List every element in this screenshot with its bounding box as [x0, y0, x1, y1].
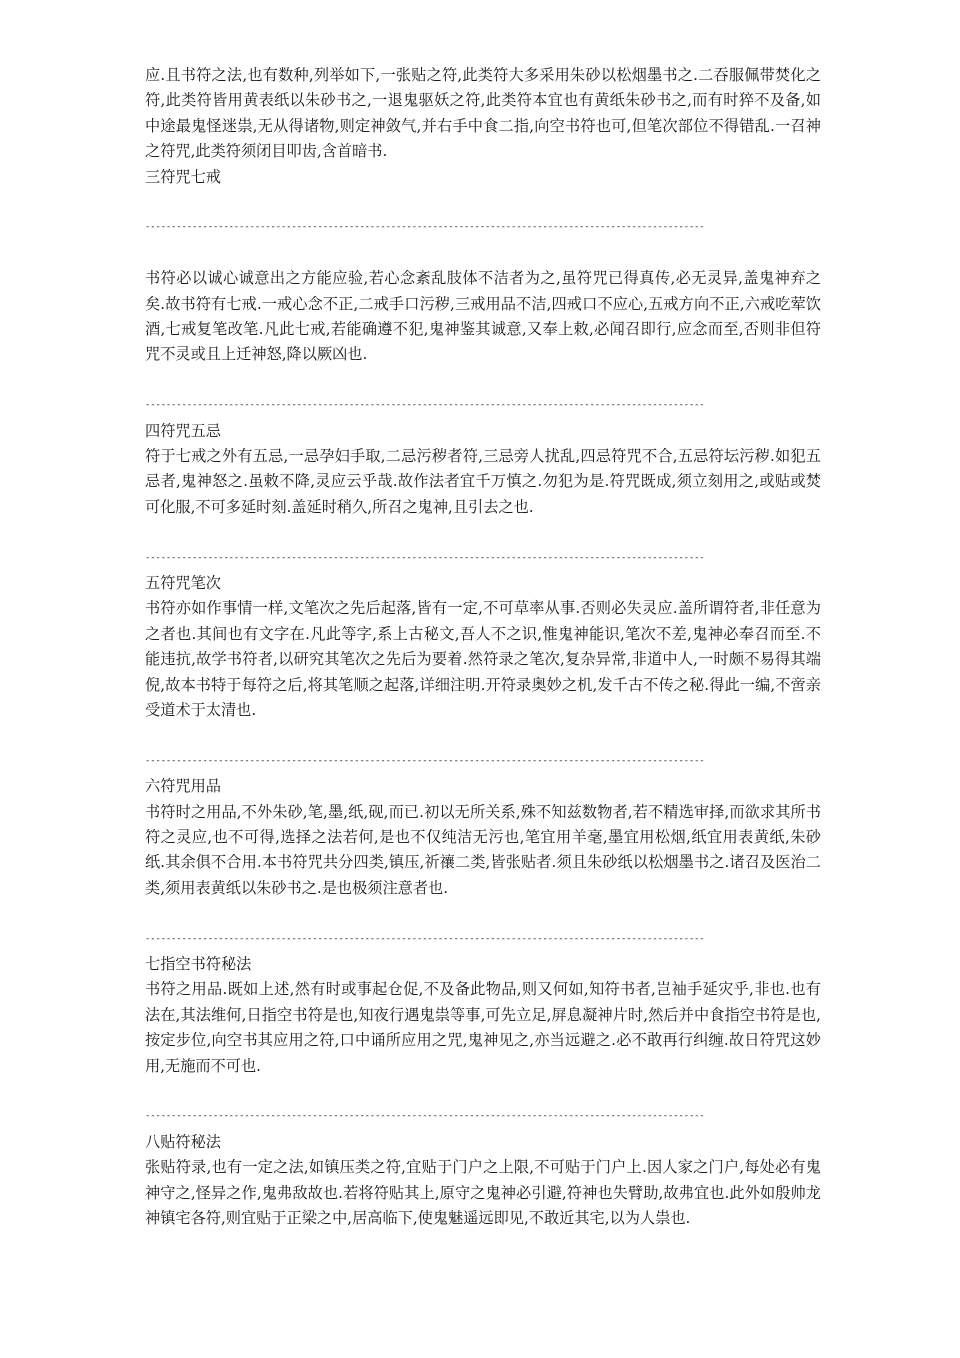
document-page — [145, 63, 821, 1231]
section-body: 书符时之用品,不外朱砂,笔,墨,纸,砚,而已.初以无所关系,殊不知兹数物者,若不精选审择,而欲求其所书符之灵应,也不可得,选择之法若何,是也不仅纯洁无污也,笔宜用羊毫,墨宜用松烟,纸宜用表黄纸,朱砂纸.其余俱不合用.本书符咒共分四类,镇压,祈禳二类,皆张贴者.须且朱砂纸以松烟墨书之.诸召及医治二类,须用表黄纸以朱砂书之.是也极须注意者也. — [145, 802, 821, 897]
intro-paragraph: 应.且书符之法,也有数种,列举如下,一张贴之符,此类符大多采用朱砂以松烟墨书之.二吞服佩带焚化之符,此类符皆用黄表纸以朱砂书之,一退鬼驱妖之符,此类符本宜也有黄纸朱砂书之,而有时猝不及备,如中途最鬼怪迷祟,无从得诸物,则定神敛气,并右手中食二指,向空书符也可,但笔次部位不得错乱.一召神之符咒,此类符须闭目叩齿,含首暗书. — [145, 66, 821, 161]
section-divider: ----------------------------------------------------------------------------------------------------------- — [145, 755, 705, 766]
section-6 — [145, 774, 821, 901]
blank-line — [145, 901, 821, 926]
section-7 — [145, 952, 821, 1079]
section-title: 五符咒笔次 — [145, 574, 221, 593]
section-4 — [145, 419, 821, 521]
section-divider: ----------------------------------------------------------------------------------------------------------- — [145, 222, 705, 233]
section-divider: ----------------------------------------------------------------------------------------------------------- — [145, 933, 705, 944]
section-divider: ----------------------------------------------------------------------------------------------------------- — [145, 552, 705, 563]
section-title: 八贴符秘法 — [145, 1132, 221, 1151]
section-body: 书符必以诚心诚意出之方能应验,若心念紊乱肢体不洁者为之,虽符咒已得真传,必无灵异,盖鬼神弃之矣.故书符有七戒.一戒心念不正,二戒手口污秽,三戒用品不洁,四戒口不应心,五戒方向不正,六戒吃荤饮酒,七戒复笔改笔.凡此七戒,若能确遵不犯,鬼神鉴其诚意,又奉上敕,必闻召即行,应念而至,否则非但符咒不灵或且上迁神怒,降以厥凶也. — [145, 269, 821, 364]
section-body: 书符之用品.既如上述,然有时或事起仓促,不及备此物品,则又何如,知符书者,岂袖手延灾乎,非也.也有法在,其法维何,日指空书符是也,知夜行遇鬼祟等事,可先立足,屏息凝神片时,然后并中食指空书符是也,按定步位,向空书其应用之符,口中诵所应用之咒,鬼神见之,亦当远避之.必不敢再行纠缠.故日符咒这妙用,无施而不可也. — [145, 980, 821, 1075]
section-title: 六符咒用品 — [145, 777, 221, 796]
blank-line — [145, 1079, 821, 1104]
section-divider: ----------------------------------------------------------------------------------------------------------- — [145, 400, 705, 411]
blank-line — [145, 190, 821, 215]
section-body: 书符亦如作事情一样,文笔次之先后起落,皆有一定,不可草率从事.否则必失灵应.盖所谓符者,非任意为之者也.其间也有文字在.凡此等字,系上古秘文,吾人不之识,惟鬼神能识,笔次不差,鬼神必奉召而至.不能违抗,故学书符者,以研究其笔次之先后为要着.然符录之笔次,复杂异常,非道中人,一时颇不易得其端倪,故本书特于每符之后,将其笔顺之起落,详细注明.开符录奥妙之机,发千古不传之秘.得此一编,不啻亲受道术于太清也. — [145, 599, 821, 720]
section-title: 三符咒七戒 — [145, 167, 221, 186]
section-body: 符于七戒之外有五忌,一忌孕妇手取,二忌污秽者符,三忌旁人扰乱,四忌符咒不合,五忌符坛污秽.如犯五忌者,鬼神怒之.虽敕不降,灵应云乎哉.故作法者宜千万慎之.勿犯为是.符咒既成,须立刻用之,或贴或焚可化服,不可多延时刻.盖延时稍久,所召之鬼神,且引去之也. — [145, 447, 821, 516]
section-3 — [145, 165, 821, 368]
section-divider: ----------------------------------------------------------------------------------------------------------- — [145, 1111, 705, 1122]
blank-line — [145, 241, 821, 266]
section-8 — [145, 1130, 821, 1232]
blank-line — [145, 520, 821, 545]
section-title: 七指空书符秘法 — [145, 955, 252, 974]
section-title: 四符咒五忌 — [145, 421, 221, 440]
blank-line — [145, 723, 821, 748]
section-5 — [145, 571, 821, 723]
blank-line — [145, 368, 821, 393]
section-body: 张贴符录,也有一定之法,如镇压类之符,宜贴于门户之上限,不可贴于门户上.因人家之门户,每处必有鬼神守之,怪异之作,鬼弗敌故也.若将符贴其上,原守之鬼神必引避,符神也失臂助,故弗宜也.此外如殷帅龙神镇宅各符,则宜贴于正梁之中,居高临下,使鬼魅遥远即见,不敢近其宅,以为人祟也. — [145, 1158, 821, 1228]
